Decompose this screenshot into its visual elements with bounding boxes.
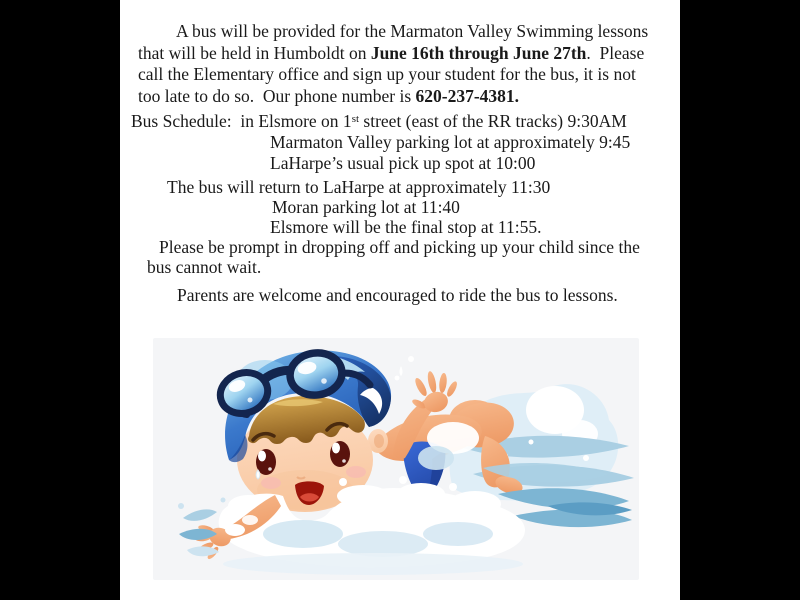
bus-schedule-paragraph bbox=[120, 111, 680, 174]
text-line: call the Elementary office and sign up your student for the bus, it is not bbox=[138, 64, 636, 84]
swimming-boy-svg bbox=[153, 338, 639, 580]
text-line: LaHarpe’s usual pick up spot at 10:00 bbox=[270, 153, 536, 173]
text-line: The bus will return to LaHarpe at approximately 11:30 bbox=[167, 177, 551, 197]
text-line: A bus will be provided for the Marmaton Valley Swimming lessons bbox=[176, 21, 649, 41]
text-line: Elsmore will be the final stop at 11:55. bbox=[270, 217, 542, 237]
text-line: Bus Schedule: in Elsmore on 1st street (east of the RR tracks) 9:30AM bbox=[131, 111, 627, 131]
text-line: Moran parking lot at 11:40 bbox=[272, 197, 460, 217]
text-line: Please be prompt in dropping off and picking up your child since the bbox=[159, 237, 640, 257]
blush-right bbox=[346, 466, 366, 478]
text-line: too late to do so. Our phone number is 620-237-4381. bbox=[138, 85, 520, 106]
text-line: Marmaton Valley parking lot at approximately 9:45 bbox=[270, 132, 631, 152]
intro-paragraph bbox=[120, 21, 680, 107]
water-drop-cheek bbox=[256, 470, 260, 479]
text-line: bus cannot wait. bbox=[147, 257, 262, 277]
text-line: Parents are welcome and encouraged to ride the bus to lessons. bbox=[177, 285, 618, 305]
document-page bbox=[120, 0, 680, 600]
blush-left bbox=[261, 477, 281, 489]
goggle-lens-right bbox=[287, 350, 344, 399]
return-schedule-paragraph bbox=[120, 177, 680, 277]
text-line: that will be held in Humboldt on June 16th through June 27th. Please bbox=[138, 42, 645, 63]
swimming-boy-illustration bbox=[153, 338, 639, 580]
parents-paragraph bbox=[120, 285, 680, 306]
